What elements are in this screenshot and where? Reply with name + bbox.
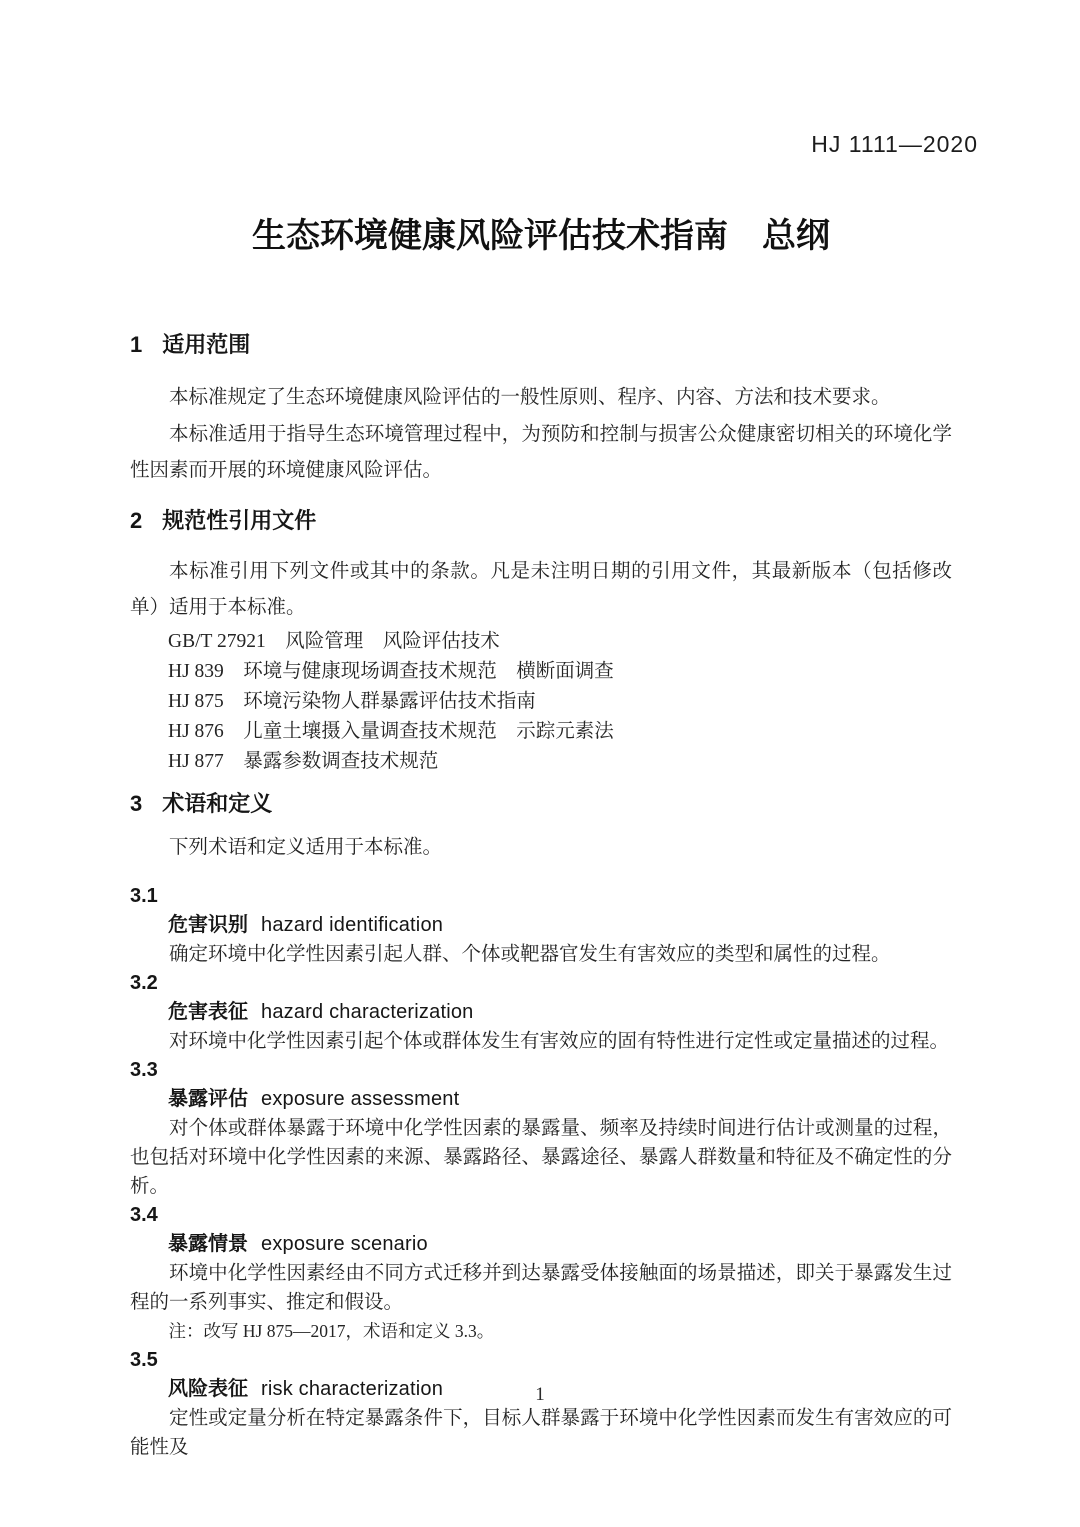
section-1-number: 1 bbox=[130, 332, 143, 357]
term-block-3-2 bbox=[130, 969, 952, 1056]
term-definition: 对环境中化学性因素引起个体或群体发生有害效应的固有特性进行定性或定量描述的过程。 bbox=[169, 1031, 950, 1052]
term-definition: 确定环境中化学性因素引起人群、个体或靶器官发生有害效应的类型和属性的过程。 bbox=[169, 944, 891, 965]
section-3-title: 术语和定义 bbox=[162, 790, 273, 816]
term-name bbox=[130, 1230, 952, 1259]
page-number: 1 bbox=[535, 1384, 545, 1405]
term-number: 3.5 bbox=[130, 1349, 158, 1371]
term-note: 注：改写 HJ 875—2017，术语和定义 3.3。 bbox=[168, 1321, 495, 1341]
reference-item: HJ 876 儿童土壤摄入量调查技术规范 示踪元素法 bbox=[168, 720, 614, 742]
term-name-zh: 暴露评估 bbox=[168, 1088, 248, 1110]
reference-item: HJ 839 环境与健康现场调查技术规范 横断面调查 bbox=[168, 660, 614, 682]
term-definition: 环境中化学性因素经由不同方式迁移并到达暴露受体接触面的场景描述，即关于暴露发生过程的一系列事实、推定和假设。 bbox=[130, 1263, 952, 1313]
term-definition: 定性或定量分析在特定暴露条件下，目标人群暴露于环境中化学性因素而发生有害效应的可能性及 bbox=[130, 1408, 952, 1458]
section-3-heading bbox=[130, 789, 952, 819]
term-name-en: hazard characterization bbox=[261, 1001, 474, 1023]
section-1-paragraph-1: 本标准规定了生态环境健康风险评估的一般性原则、程序、内容、方法和技术要求。 bbox=[169, 387, 891, 408]
term-name-en: exposure assessment bbox=[261, 1088, 460, 1110]
section-1-heading bbox=[130, 330, 952, 360]
reference-item: GB/T 27921 风险管理 风险评估技术 bbox=[168, 630, 500, 652]
section-1-title: 适用范围 bbox=[162, 332, 251, 357]
term-number: 3.1 bbox=[130, 885, 158, 907]
term-name bbox=[130, 998, 952, 1027]
section-2-paragraph-1: 本标准引用下列文件或其中的条款。凡是未注明日期的引用文件，其最新版本（包括修改单）适用于本标准。 bbox=[130, 560, 952, 618]
reference-item: HJ 875 环境污染物人群暴露评估技术指南 bbox=[168, 690, 536, 712]
term-number: 3.4 bbox=[130, 1204, 158, 1226]
term-block-3-3 bbox=[130, 1056, 952, 1201]
term-name-en: risk characterization bbox=[261, 1378, 444, 1400]
term-name-en: hazard identification bbox=[261, 914, 444, 936]
document-title: 生态环境健康风险评估技术指南 总纲 bbox=[252, 217, 830, 255]
term-block-3-1 bbox=[130, 882, 952, 969]
term-name bbox=[130, 911, 952, 940]
page-content bbox=[130, 0, 952, 1462]
section-2-title: 规范性引用文件 bbox=[162, 507, 317, 533]
reference-item: HJ 877 暴露参数调查技术规范 bbox=[168, 750, 439, 772]
term-name-en: exposure scenario bbox=[261, 1233, 428, 1255]
section-2-number: 2 bbox=[130, 507, 143, 533]
term-name-zh: 危害表征 bbox=[168, 1001, 248, 1023]
term-block-3-4 bbox=[130, 1201, 952, 1346]
term-name-zh: 风险表征 bbox=[168, 1378, 248, 1400]
section-2-heading bbox=[130, 506, 952, 536]
terms-list bbox=[130, 882, 952, 1462]
term-number: 3.3 bbox=[130, 1059, 158, 1081]
term-name bbox=[130, 1085, 952, 1114]
standard-code: HJ 1111—2020 bbox=[811, 131, 978, 157]
term-definition: 对个体或群体暴露于环境中化学性因素的暴露量、频率及持续时间进行估计或测量的过程，也包括对环境中化学性因素的来源、暴露路径、暴露途径、暴露人群数量和特征及不确定性的分析。 bbox=[130, 1118, 952, 1197]
reference-list bbox=[130, 627, 952, 777]
section-3-intro: 下列术语和定义适用于本标准。 bbox=[169, 836, 443, 858]
section-1-paragraph-2: 本标准适用于指导生态环境管理过程中，为预防和控制与损害公众健康密切相关的环境化学性因素而开展的环境健康风险评估。 bbox=[130, 423, 952, 481]
term-name-zh: 暴露情景 bbox=[168, 1233, 248, 1255]
term-name-zh: 危害识别 bbox=[168, 914, 248, 936]
term-number: 3.2 bbox=[130, 972, 158, 994]
section-3-number: 3 bbox=[130, 790, 143, 816]
